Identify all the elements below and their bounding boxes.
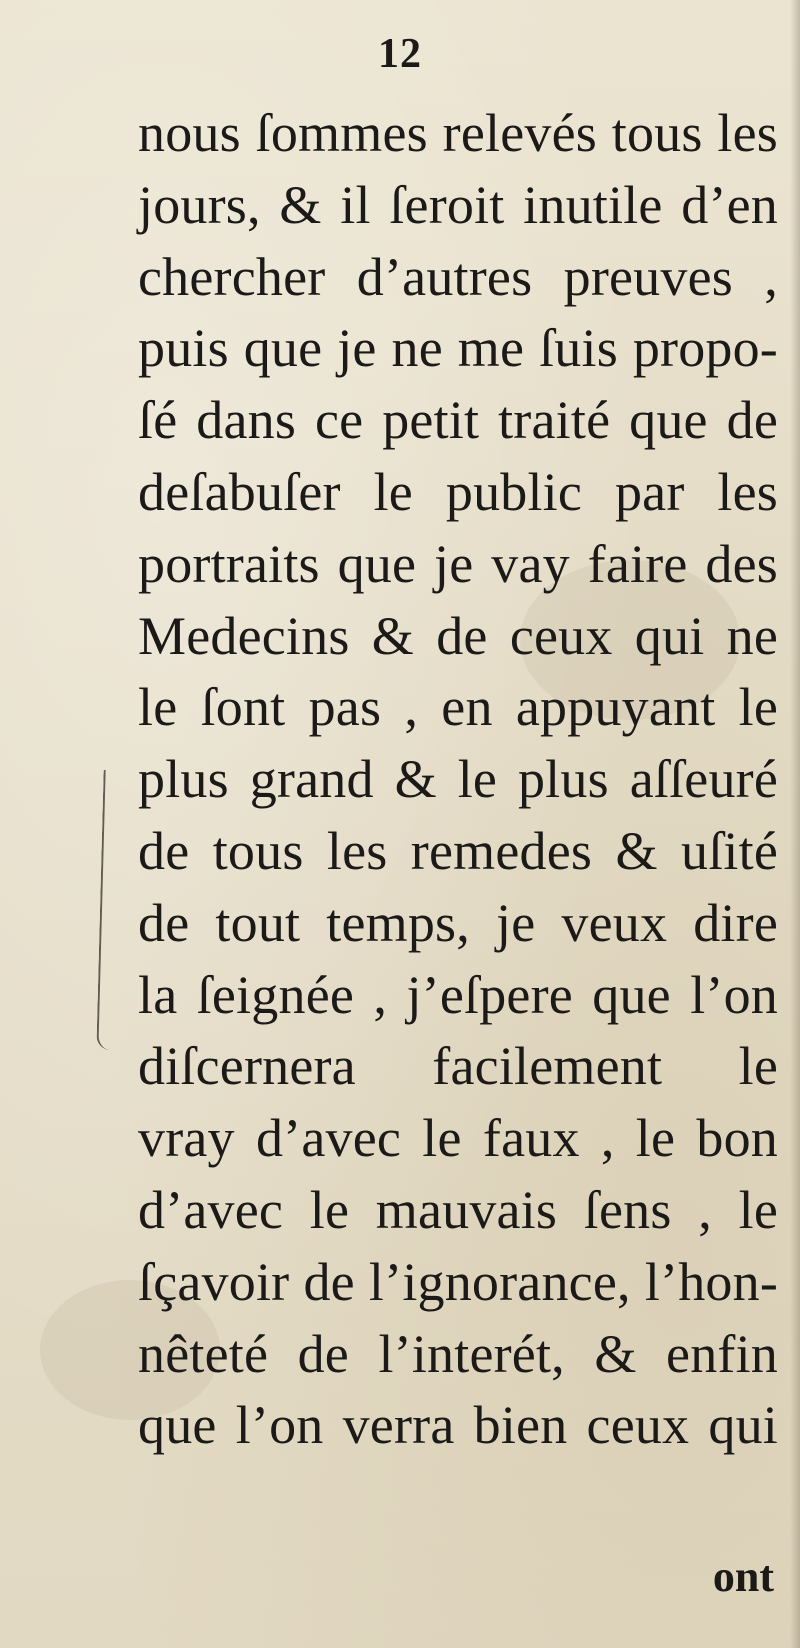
text-line: puis que je ne me ſuis propo- (138, 318, 778, 379)
text-line: que l’on verra bien ceux qui (138, 1395, 778, 1456)
page-edge-shadow (790, 0, 800, 1648)
text-line: ſé dans ce petit traité que de (138, 390, 778, 451)
text-line: Medecins & de ceux qui ne (138, 605, 778, 666)
text-line: diſcernera facilement le (138, 1036, 778, 1097)
text-line: de tous les remedes & uſité (138, 820, 778, 881)
text-line: nous ſommes relevés tous les (138, 103, 778, 163)
text-line: deſabuſer le public par les (138, 461, 778, 522)
text-line: la ſeignée , j’eſpere que l’on (138, 964, 778, 1025)
text-line: plus grand & le plus aſſeuré (138, 749, 778, 810)
text-line: vray d’avec le faux , le bon (138, 1108, 778, 1169)
catchword: ont (712, 1552, 774, 1601)
text-line: le ſont pas , en appuyant le (138, 677, 778, 738)
text-line: portraits que je vay faire des (138, 533, 778, 594)
margin-pen-mark (96, 770, 121, 1050)
text-block (138, 98, 778, 1462)
text-line: nêteté de l’interét, & enfin (138, 1323, 778, 1384)
text-line: de tout temps, je veux dire (138, 892, 778, 953)
text-line: d’avec le mauvais ſens , le (138, 1179, 778, 1240)
text-line: chercher d’autres preuves , (138, 246, 778, 307)
text-line: jours, & il ſeroit inutile d’en (138, 174, 778, 235)
text-line: ſçavoir de l’ignorance, l’hon- (138, 1251, 778, 1312)
page-number: 12 (378, 31, 422, 77)
